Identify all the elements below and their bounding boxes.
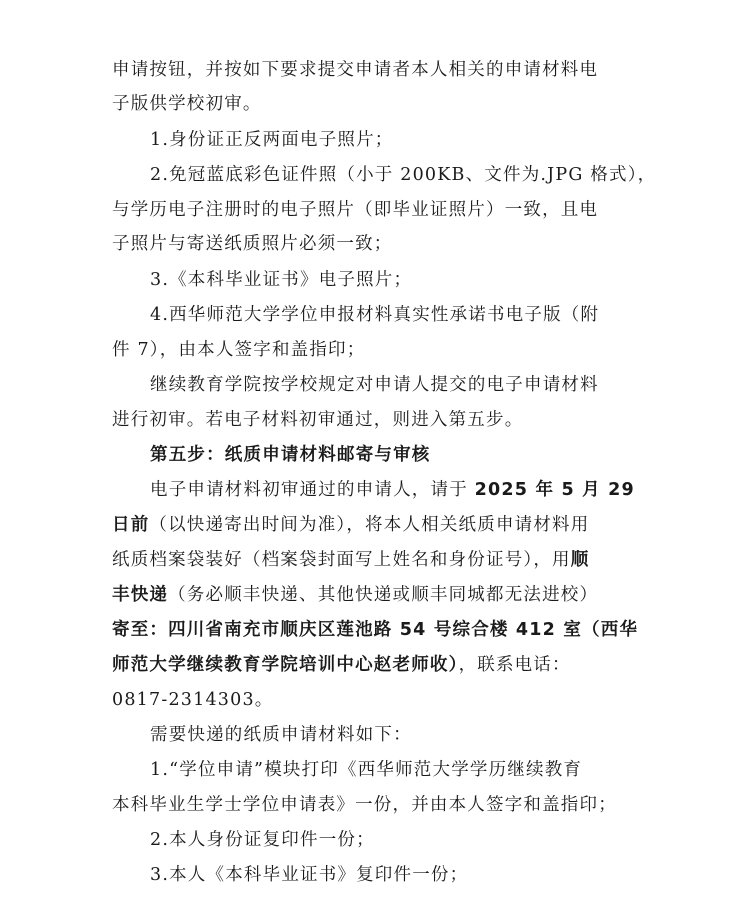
- text-line: [112, 513, 642, 537]
- text-line: 子版供学校初审。: [112, 94, 262, 114]
- text-span: （务必顺丰快递、其他快递或顺丰同城都无法进校）: [168, 585, 599, 605]
- text-line: [112, 548, 642, 572]
- deadline-bold: 日前: [112, 515, 150, 535]
- text-line: 申请按钮，并按如下要求提交申请者本人相关的申请材料电: [112, 60, 599, 80]
- deadline-bold: 2025 年 5 月 29: [474, 480, 635, 500]
- text-line: 继续教育学院按学校规定对申请人提交的电子申请材料: [150, 375, 599, 395]
- address-bold: 师范大学继续教育学院培训中心赵老师收）: [112, 655, 459, 675]
- phone-number: 0817-2314303。: [112, 690, 274, 710]
- courier-bold: 顺: [570, 550, 590, 570]
- list-item: 1.身份证正反两面电子照片；: [150, 130, 394, 150]
- text-line: [150, 478, 642, 502]
- text-line: 需要快递的纸质申请材料如下：: [150, 725, 412, 745]
- section-heading: 第五步：纸质申请材料邮寄与审核: [150, 445, 431, 465]
- list-item: 3.本人《本科毕业证书》复印件一份；: [150, 865, 469, 885]
- list-item: 2.免冠蓝底彩色证件照（小于 200KB、文件为.JPG 格式），: [150, 165, 657, 185]
- text-line: 子照片与寄送纸质照片必须一致；: [112, 234, 393, 254]
- address-line: [112, 653, 642, 677]
- list-item: 3.《本科毕业证书》电子照片；: [150, 270, 413, 290]
- text-line: 与学历电子注册时的电子照片（即毕业证照片）一致，且电: [112, 200, 599, 220]
- text-line: [112, 583, 642, 607]
- text-span: 电子申请材料初审通过的申请人，请于: [150, 480, 475, 500]
- address-line: 寄至：四川省南充市顺庆区莲池路 54 号综合楼 412 室（西华: [112, 620, 639, 640]
- text-line: 本科毕业生学士学位申请表》一份，并由本人签字和盖指印；: [112, 795, 617, 815]
- text-span: ，联系电话：: [458, 655, 571, 675]
- text-span: （以快递寄出时间为准），将本人相关纸质申请材料用: [149, 515, 590, 535]
- list-item: 1.“学位申请”模块打印《西华师范大学学历继续教育: [150, 760, 583, 780]
- text-line: 进行初审。若电子材料初审通过，则进入第五步。: [112, 410, 524, 430]
- courier-bold: 丰快递: [112, 585, 169, 605]
- text-span: 纸质档案袋装好（档案袋封面写上姓名和身份证号），用: [112, 550, 571, 570]
- list-item: 2.本人身份证复印件一份；: [150, 830, 375, 850]
- text-line: 件 7），由本人签字和盖指印；: [112, 340, 366, 360]
- list-item: 4.西华师范大学学位申报材料真实性承诺书电子版（附: [150, 305, 600, 325]
